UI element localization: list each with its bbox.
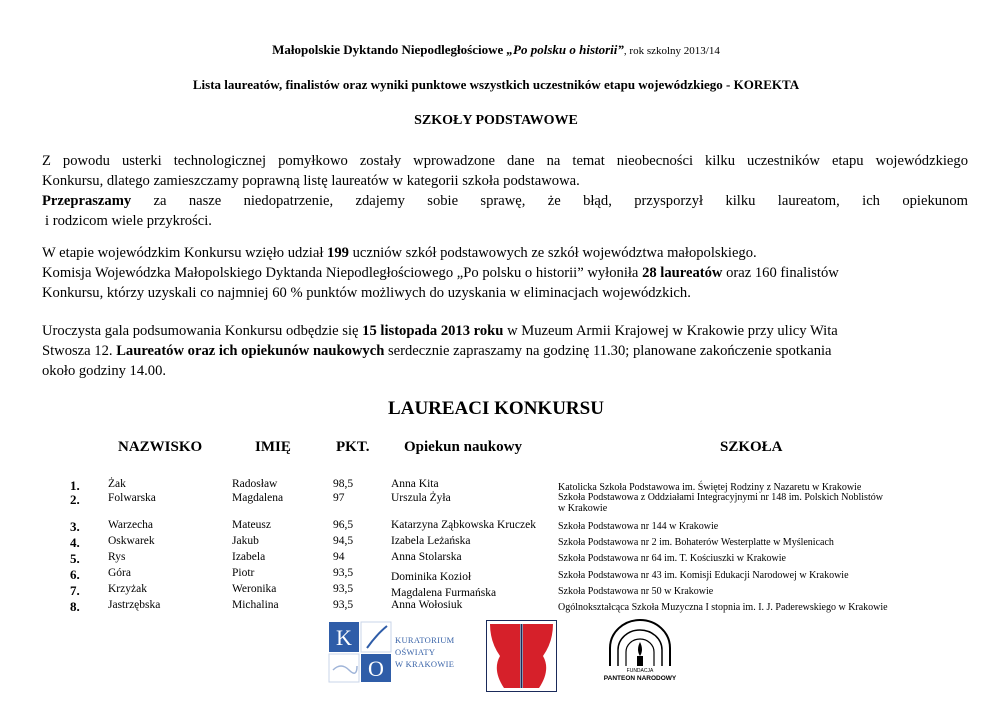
row-number: 5.: [70, 551, 80, 566]
kuratorium-letter-o: O: [368, 656, 384, 681]
tutor-cell: Urszula Żyła: [391, 492, 451, 504]
surname-cell: Warzecha: [108, 519, 154, 531]
surname-cell: Oskwarek: [108, 535, 155, 547]
column-header-points: PKT.: [336, 439, 370, 455]
points-cell: 94: [333, 551, 345, 563]
surname-cell: Krzyżak: [108, 583, 147, 595]
pantheon-arch-icon: [598, 618, 682, 670]
notice-line: i rodzicom wiele przykrości.: [45, 213, 212, 229]
school-cell-continued: w Krakowie: [558, 503, 608, 514]
points-cell: 98,5: [333, 478, 354, 490]
row-number: 2.: [70, 492, 80, 507]
apology-line: Przepraszamy za nasze niedopatrzenie, zdajemy sobie sprawę, że błąd, przysporzył kilku laureatom, ich opiekunom: [42, 193, 968, 209]
school-cell: Szkoła Podstawowa z Oddziałami Integracyjnymi nr 148 im. Polskich Noblistów: [558, 492, 883, 503]
points-cell: 93,5: [333, 599, 354, 611]
kuratorium-text: KURATORIUM OŚWIATY W KRAKOWIE: [395, 635, 455, 669]
first-name-cell: Michalina: [232, 599, 279, 611]
points-cell: 94,5: [333, 535, 354, 547]
surname-cell: Żak: [108, 478, 126, 490]
surname-cell: Folwarska: [108, 492, 156, 504]
first-name-cell: Piotr: [232, 567, 255, 579]
school-cell: Szkoła Podstawowa nr 64 im. T. Kościuszki w Krakowie: [558, 553, 786, 564]
notice-line: Konkursu, dlatego zamieszczamy poprawną listę laureatów w kategorii szkoła podstawowa.: [42, 173, 580, 189]
surname-cell: Góra: [108, 567, 131, 579]
flame-icon: [638, 642, 642, 656]
school-cell: Katolicka Szkoła Podstawowa im. Świętej Rodziny z Nazaretu w Krakowie: [558, 482, 862, 493]
school-cell: Szkoła Podstawowa nr 144 w Krakowie: [558, 521, 719, 532]
tutor-cell: Dominika Kozioł: [391, 571, 472, 583]
tutor-cell: Magdalena Furmańska: [391, 587, 497, 599]
row-number: 4.: [70, 535, 80, 550]
document-title: Małopolskie Dyktando Niepodległościowe „Po polsku o historii”, rok szkolny 2013/14: [272, 42, 720, 57]
first-name-cell: Jakub: [232, 535, 259, 547]
red-emblem-icon: [486, 620, 557, 692]
row-number: 7.: [70, 583, 80, 598]
gala-line: Uroczysta gala podsumowania Konkursu odbędzie się 15 listopada 2013 roku w Muzeum Armii Krajowej w Krakowie przy ulicy Wita: [42, 323, 838, 339]
row-number: 3.: [70, 519, 80, 534]
pantheon-subtitle: FUNDACJA: [626, 668, 654, 674]
tutor-cell: Anna Stolarska: [391, 551, 462, 563]
first-name-cell: Izabela: [232, 551, 266, 563]
tutor-cell: Izabela Leżańska: [391, 535, 471, 547]
stats-line: W etapie wojewódzkim Konkursu wzięło udział 199 uczniów szkół podstawowych ze szkół województwa małopolskiego.: [42, 245, 757, 261]
first-name-cell: Weronika: [232, 583, 277, 595]
stats-line: Konkursu, którzy uzyskali co najmniej 60 % punktów możliwych do uzyskania w eliminacjach wojewódzkich.: [42, 285, 691, 301]
school-cell: Ogólnokształcąca Szkoła Muzyczna I stopnia im. I. J. Paderewskiego w Krakowie: [558, 602, 888, 613]
first-name-cell: Mateusz: [232, 519, 271, 531]
tutor-cell: Anna Kita: [391, 478, 439, 490]
row-number: 8.: [70, 599, 80, 614]
laureates-heading: LAUREACI KONKURSU: [388, 398, 604, 419]
first-name-cell: Magdalena: [232, 492, 284, 504]
document-subtitle: Lista laureatów, finalistów oraz wyniki punktowe wszystkich uczestników etapu wojewódzkiego - KOREKTA: [192, 77, 800, 92]
kuratorium-wave-block: [329, 654, 359, 682]
column-header-school: SZKOŁA: [720, 439, 783, 455]
gala-line: około godziny 14.00.: [42, 363, 167, 379]
pantheon-name: PANTEON NARODOWY: [603, 675, 677, 682]
column-header-first-name: IMIĘ: [255, 439, 291, 455]
surname-cell: Jastrzębska: [108, 599, 161, 611]
tutor-cell: Anna Wołosiuk: [391, 599, 463, 611]
first-name-cell: Radosław: [232, 478, 278, 490]
school-cell: Szkoła Podstawowa nr 2 im. Bohaterów Westerplatte w Myślenicach: [558, 537, 834, 548]
school-cell: Szkoła Podstawowa nr 50 w Krakowie: [558, 586, 714, 597]
pantheon-logo: [598, 618, 682, 688]
kuratorium-logo: [327, 620, 457, 684]
category-heading: SZKOŁY PODSTAWOWE: [414, 113, 578, 128]
column-header-tutor: Opiekun naukowy: [404, 439, 522, 455]
points-cell: 96,5: [333, 519, 354, 531]
points-cell: 97: [333, 492, 345, 504]
row-number: 1.: [70, 478, 80, 493]
school-cell: Szkoła Podstawowa nr 43 im. Komisji Edukacji Narodowej w Krakowie: [558, 570, 849, 581]
notice-line: Z powodu usterki technologicznej pomyłkowo zostały wprowadzone dane na temat nieobecności kilku uczestników etapu wojewódzkiego: [42, 153, 968, 169]
row-number: 6.: [70, 567, 80, 582]
kuratorium-letter-k: K: [336, 625, 352, 650]
column-header-surname: NAZWISKO: [118, 439, 203, 455]
surname-cell: Rys: [108, 551, 126, 563]
points-cell: 93,5: [333, 567, 354, 579]
tutor-cell: Katarzyna Ząbkowska Kruczek: [391, 519, 536, 531]
red-emblem-logo: [486, 620, 557, 692]
stats-line: Komisja Wojewódzka Małopolskiego Dyktanda Niepodległościowego „Po polsku o historii” wyłoniła 28 laureatów oraz 160 finalistów: [42, 265, 839, 281]
gala-line: Stwosza 12. Laureatów oraz ich opiekunów naukowych serdecznie zapraszamy na godzinę 11.30; planowane zakończenie spotkania: [42, 343, 832, 359]
points-cell: 93,5: [333, 583, 354, 595]
